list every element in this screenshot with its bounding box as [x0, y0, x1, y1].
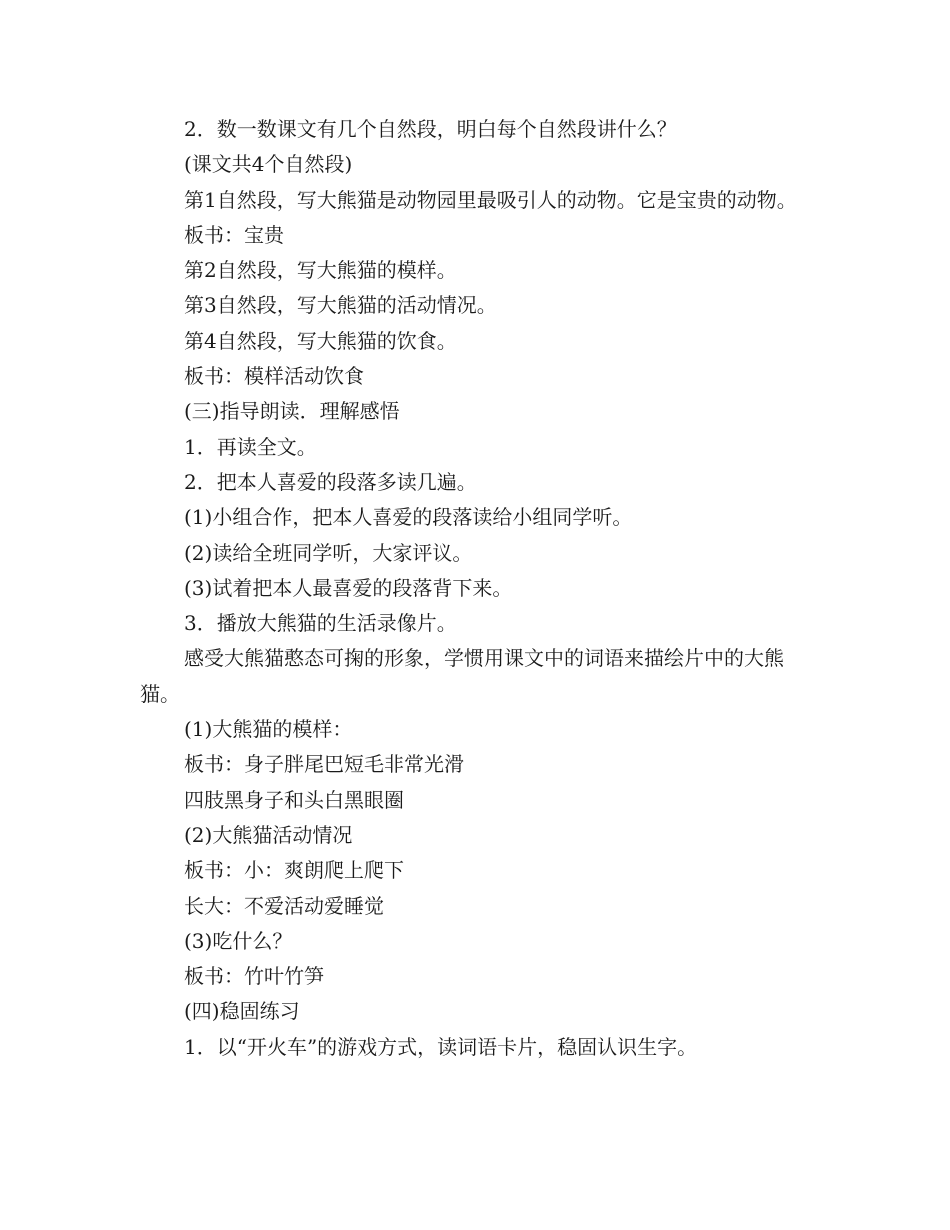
list-item: (3)试着把本人最喜爱的段落背下来。 [184, 575, 513, 600]
list-item: 1．再读全文。 [184, 434, 317, 459]
blackboard-note-continued: 长大：不爱活动爱睡觉 [184, 893, 384, 918]
paragraph-step-2: 2．数一数课文有几个自然段，明白每个自然段讲什么？ [184, 117, 677, 141]
list-item: (2)读给全班同学听，大家评议。 [184, 540, 473, 565]
list-item: (1)大熊猫的模样： [184, 717, 353, 742]
paragraph-section-1: 第1自然段，写大熊猫是动物园里最吸引人的动物。它是宝贵的动物。 [184, 187, 797, 212]
paragraph-section-2: 第2自然段，写大熊猫的模样。 [184, 258, 457, 283]
list-item: (2)大熊猫活动情况 [184, 822, 353, 847]
list-item: (3)吃什么？ [184, 928, 293, 953]
paragraph-section-4: 第4自然段，写大熊猫的饮食。 [184, 328, 457, 353]
blackboard-note: 板书：宝贵 [184, 222, 284, 247]
blackboard-note: 板书：小：爽朗爬上爬下 [184, 858, 404, 883]
blackboard-note: 板书：身子胖尾巴短毛非常光滑 [184, 752, 464, 777]
paragraph-section-3: 第3自然段，写大熊猫的活动情况。 [184, 293, 497, 318]
blackboard-note-continued: 四肢黑身子和头白黑眼圈 [184, 787, 404, 812]
list-item: (1)小组合作，把本人喜爱的段落读给小组同学听。 [184, 505, 633, 530]
blackboard-note: 板书：模样活动饮食 [184, 364, 364, 389]
section-heading: (三)指导朗读．理解感悟 [184, 399, 400, 424]
document-body [140, 112, 812, 1065]
section-heading: (四)稳固练习 [184, 999, 300, 1024]
list-item: 3．播放大熊猫的生活录像片。 [184, 611, 457, 636]
list-item: 1．以“开火车”的游戏方式，读词语卡片，稳固认识生字。 [184, 1034, 698, 1059]
paragraph-note: (课文共4个自然段) [184, 152, 353, 177]
blackboard-note: 板书：竹叶竹笋 [184, 964, 324, 989]
list-item: 2．把本人喜爱的段落多读几遍。 [184, 469, 477, 494]
paragraph-text: 感受大熊猫憨态可掬的形象，学惯用课文中的词语来描绘片中的大熊猫。 [140, 646, 784, 706]
